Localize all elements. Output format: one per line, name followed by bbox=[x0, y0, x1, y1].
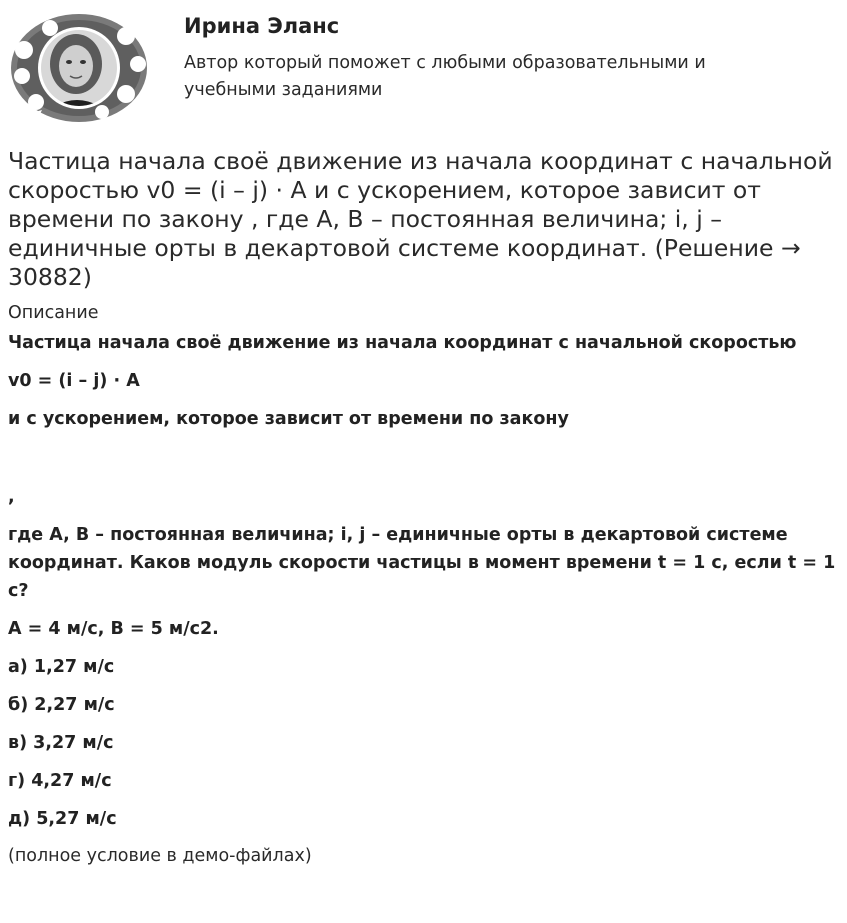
answer-option-a: а) 1,27 м/с bbox=[8, 657, 115, 677]
task-paragraph: Частица начала своё движение из начала координат с начальной скоростью bbox=[8, 333, 797, 353]
author-name[interactable]: Ирина Эланс bbox=[184, 14, 340, 38]
task-question: где A, B – постоянная величина; i, j – единичные орты в декартовой системе координат. Каков модуль скорости частицы в момент времени t = 1 с, если t = 1 с? bbox=[8, 525, 836, 601]
answer-option-e: д) 5,27 м/с bbox=[8, 809, 117, 829]
task-title: Частица начала своё движение из начала координат с начальной скоростью v0 = (i – j) · A и с ускорением, которое зависит от времени по закону , где A, B – постоянная величина; i, j – единичные орты в декартовой системе координат. (Решение → 30882) bbox=[8, 147, 833, 291]
author-avatar[interactable] bbox=[6, 6, 152, 128]
author-card bbox=[0, 0, 847, 135]
description-label: Описание bbox=[8, 303, 99, 323]
task-given-values: A = 4 м/с, B = 5 м/с2. bbox=[8, 619, 219, 639]
task-formula-velocity: v0 = (i – j) · A bbox=[8, 371, 140, 391]
task-paragraph: и с ускорением, которое зависит от времени по закону bbox=[8, 409, 569, 429]
answer-option-d: г) 4,27 м/с bbox=[8, 771, 112, 791]
task-content bbox=[8, 147, 838, 869]
answer-option-c: в) 3,27 м/с bbox=[8, 733, 114, 753]
demo-files-note: (полное условие в демо-файлах) bbox=[8, 846, 312, 866]
task-paragraph: , bbox=[8, 487, 15, 507]
answer-option-b: б) 2,27 м/с bbox=[8, 695, 115, 715]
author-description: Автор который поможет с любыми образовательными и учебными заданиями bbox=[184, 53, 706, 100]
